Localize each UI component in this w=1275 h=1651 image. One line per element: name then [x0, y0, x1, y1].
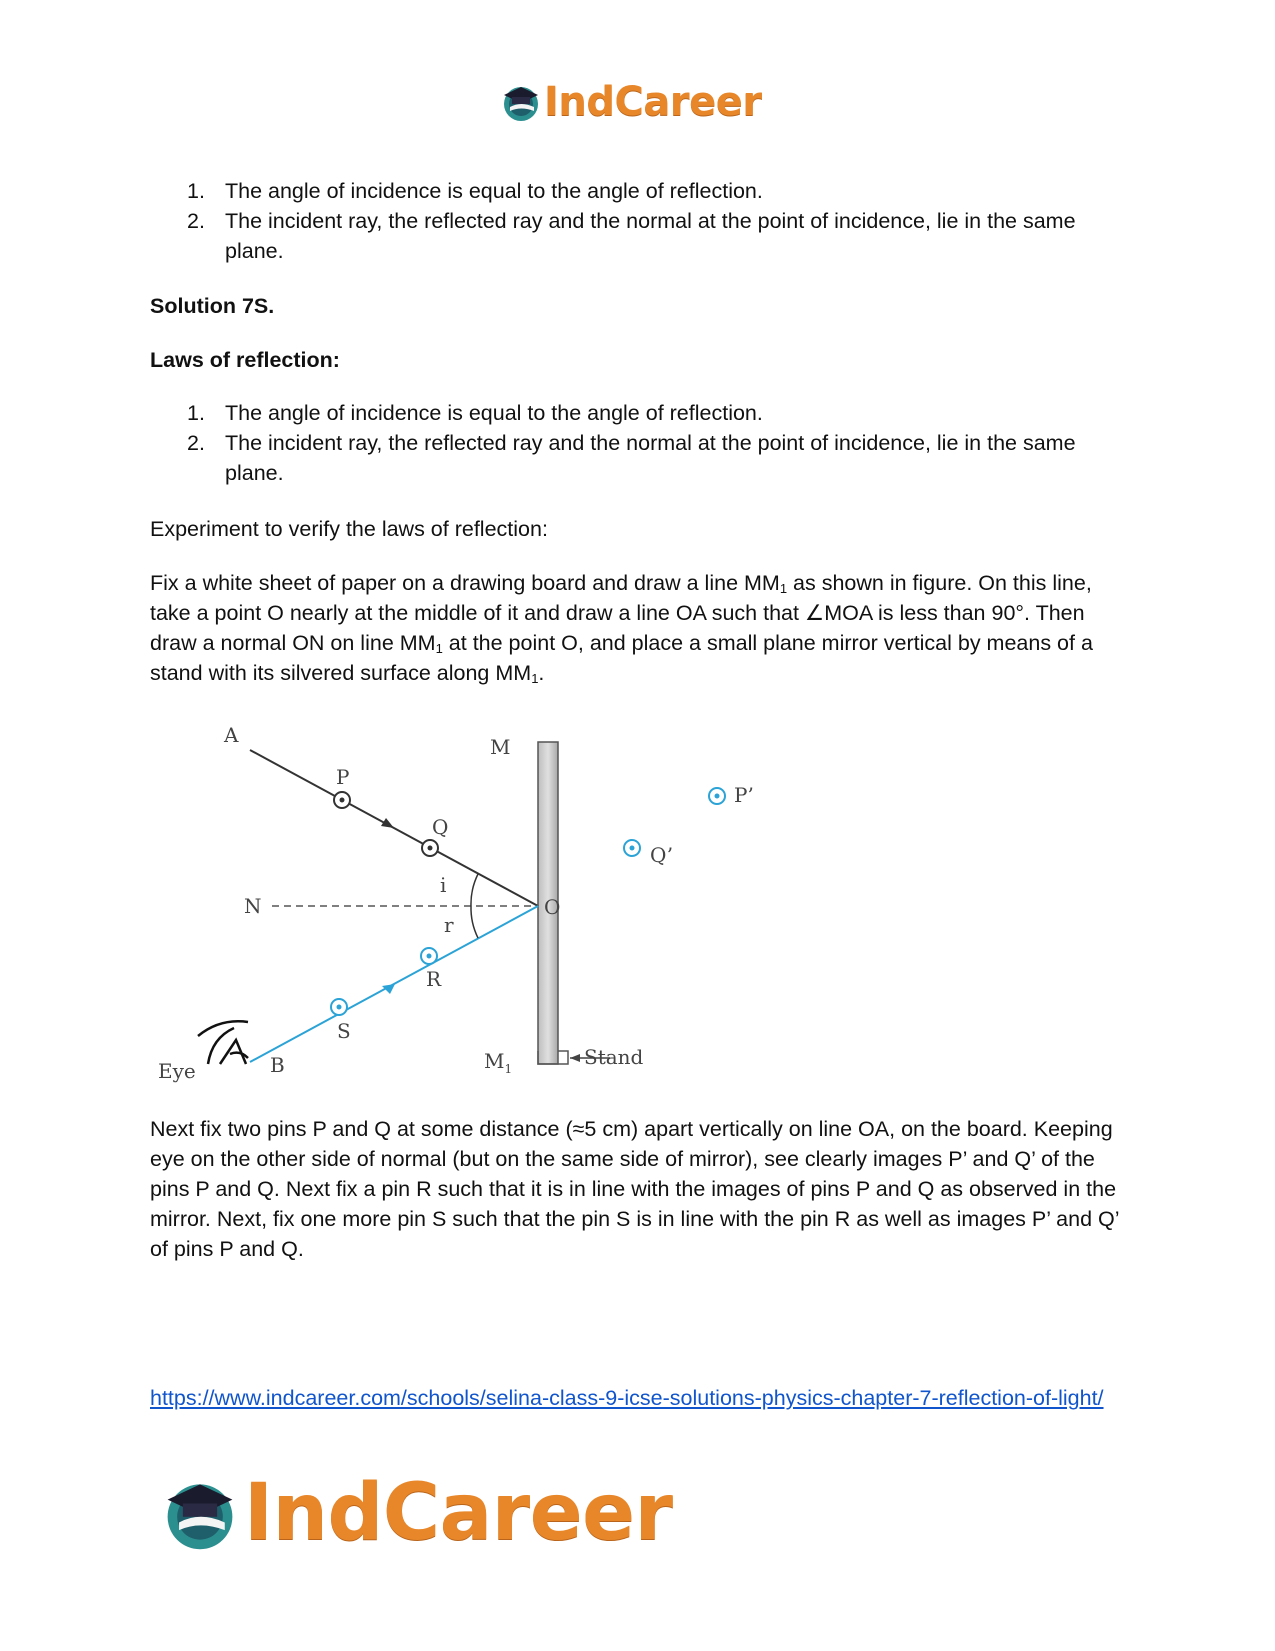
- list-number: 1.: [187, 401, 205, 425]
- list-number: 2.: [187, 209, 205, 233]
- eye-icon: [198, 1021, 248, 1064]
- pin-p: [334, 792, 350, 808]
- label-b: B: [270, 1053, 285, 1077]
- image-pin-q: [624, 840, 640, 856]
- paragraph-procedure: Next fix two pins P and Q at some distance (≈5 cm) apart vertically on line OA, on the board. Keeping eye on the other side of normal (but on the same side of mirror), see clearly images P’ and Q’ of the pins P and Q. Next fix a pin R such that it is in line with the images of pins P and Q as observed in the mirror. Next, fix one more pin S such that the pin S is in line with the pin R as well as images P’ and Q’ of pins P and Q.: [150, 1117, 1119, 1261]
- incident-arrowhead: [381, 818, 394, 828]
- top-list: [150, 176, 1110, 266]
- label-q: Q: [432, 815, 449, 839]
- label-p: P: [336, 765, 350, 789]
- list-item: [150, 206, 1110, 266]
- stand-arrowhead: [570, 1054, 580, 1062]
- pin-s: [331, 999, 347, 1015]
- list-text: The angle of incidence is equal to the angle of reflection.: [225, 401, 763, 425]
- label-s: S: [337, 1019, 351, 1043]
- subscript: 1: [435, 641, 443, 656]
- list-item: [150, 398, 1110, 428]
- label-n: N: [244, 894, 262, 918]
- laws-list: [150, 398, 1110, 488]
- brand-name: IndCareer: [544, 79, 762, 125]
- reflected-ray: [250, 906, 538, 1062]
- list-item: [150, 176, 1110, 206]
- subscript: 1: [779, 581, 788, 596]
- graduation-cap-globe-icon: [160, 1473, 240, 1553]
- graduation-cap-globe-icon: [500, 81, 542, 123]
- list-item: [150, 428, 1110, 488]
- brand-logo-bottom: [160, 1465, 673, 1561]
- angle-i-arc: [471, 874, 478, 906]
- paragraph-setup: [150, 568, 1130, 688]
- label-a: A: [224, 723, 239, 747]
- pin-q: [422, 840, 438, 856]
- label-i: i: [440, 873, 447, 897]
- label-q-image: Q’: [650, 843, 674, 867]
- paragraph-text: at the point O, and place a small plane mirror vertical by means of a stand with its silvered surface along MM: [150, 631, 1093, 685]
- pin-r: [421, 948, 437, 964]
- experiment-heading: Experiment to verify the laws of reflection:: [150, 517, 548, 541]
- paragraph-text: as shown in figure. On this line, take a point O nearly at the middle of it and draw a line OA such that ∠MOA is less than 90°. Then draw a normal ON on line MM: [150, 571, 1092, 655]
- solution-heading: Solution 7S.: [150, 294, 275, 318]
- label-m: M: [490, 735, 511, 759]
- label-r: r: [444, 913, 454, 937]
- label-r-pin: R: [426, 967, 442, 991]
- list-text: The incident ray, the reflected ray and the normal at the point of incidence, lie in the same plane.: [225, 431, 1076, 485]
- list-number: 1.: [187, 179, 205, 203]
- list-text: The angle of incidence is equal to the angle of reflection.: [225, 179, 763, 203]
- brand-logo-top: [500, 76, 762, 128]
- reflection-experiment-figure: [150, 718, 830, 1108]
- laws-heading: Laws of reflection:: [150, 348, 340, 372]
- label-eye: Eye: [158, 1059, 196, 1083]
- brand-name: IndCareer: [244, 1468, 673, 1558]
- label-o: O: [544, 895, 561, 919]
- label-stand: Stand: [584, 1045, 644, 1069]
- image-pin-p: [709, 788, 725, 804]
- list-text: The incident ray, the reflected ray and the normal at the point of incidence, lie in the same plane.: [225, 209, 1076, 263]
- label-m1: $M_1$: [484, 1049, 513, 1076]
- footer-link[interactable]: https://www.indcareer.com/schools/selina-class-9-icse-solutions-physics-chapter-7-reflection-of-light/: [150, 1386, 1104, 1410]
- angle-r-arc: [471, 906, 478, 938]
- label-p-image: P’: [734, 783, 754, 807]
- list-number: 2.: [187, 431, 205, 455]
- paragraph-text: Fix a white sheet of paper on a drawing board and draw a line MM: [150, 571, 780, 595]
- subscript: 1: [531, 671, 539, 686]
- paragraph-text: .: [538, 661, 545, 685]
